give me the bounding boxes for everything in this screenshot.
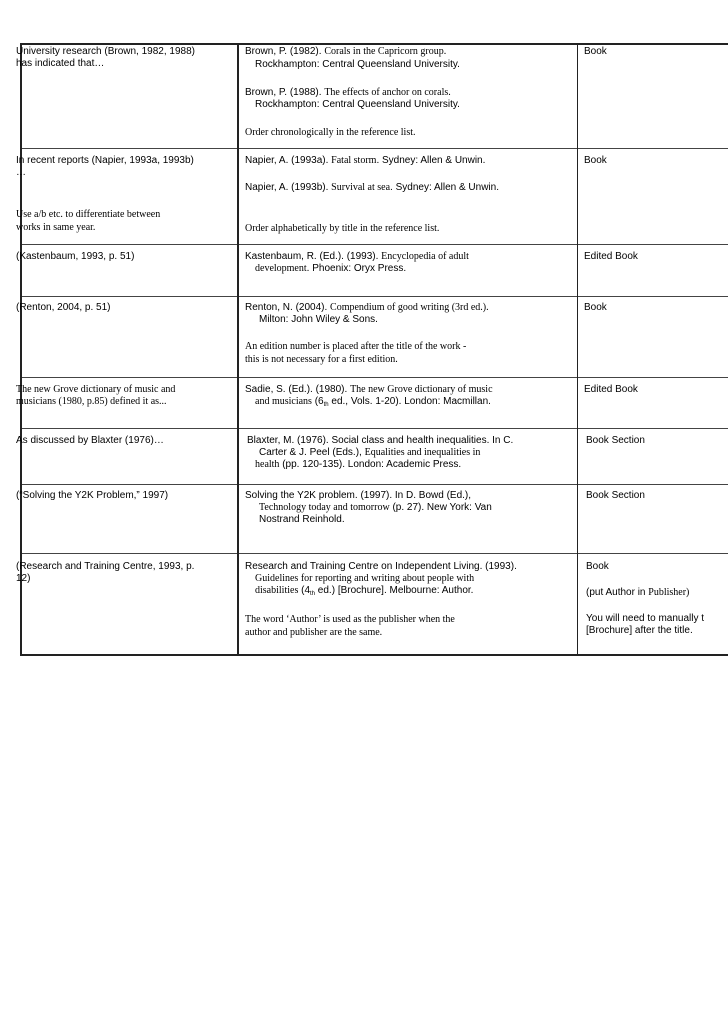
reference-note: Order alphabetically by title in the reference list. [245, 223, 440, 234]
reference-note: The word ‘Author’ is used as the publisher when the [245, 614, 455, 625]
citation-text: … [16, 167, 26, 178]
reference-note: this is not necessary for a first edition. [245, 354, 398, 365]
reference-type: Book Section [586, 490, 645, 501]
reference-entry: Kastenbaum, R. (Ed.). (1993). Encyclopedia of adult [245, 251, 469, 262]
reference-entry-cont: development. Phoenix: Oryx Press. [255, 263, 407, 274]
reference-entry: Solving the Y2K problem. (1997). In D. Bowd (Ed.), [245, 490, 472, 501]
reference-type: Edited Book [584, 251, 638, 262]
reference-type: Book Section [586, 435, 645, 446]
reference-entry-cont: health (pp. 120-135). London: Academic Press. [255, 459, 462, 470]
row-divider [20, 553, 728, 554]
reference-type: Book [586, 561, 609, 572]
reference-note: author and publisher are the same. [245, 627, 383, 638]
type-note: [Brochure] after the title. [586, 625, 693, 636]
reference-entry-cont: Carter & J. Peel (Eds.), Equalities and inequalities in [259, 447, 481, 458]
citation-text: As discussed by Blaxter (1976)… [16, 435, 164, 446]
reference-type: Book [584, 302, 607, 313]
reference-entry: Renton, N. (2004). Compendium of good writing (3rd ed.). [245, 302, 489, 313]
row-divider [20, 377, 728, 378]
row-divider [20, 296, 728, 297]
reference-entry-cont: Rockhampton: Central Queensland University. [255, 99, 460, 110]
reference-entry: Blaxter, M. (1976). Social class and health inequalities. In C. [247, 435, 514, 446]
citation-note: Use a/b etc. to differentiate between [16, 209, 161, 220]
citation-note: works in same year. [16, 222, 96, 233]
reference-entry: Napier, A. (1993b). Survival at sea. Sydney: Allen & Unwin. [245, 182, 499, 193]
type-note: (put Author in Publisher) [586, 587, 690, 598]
citation-text: The new Grove dictionary of music and [16, 384, 176, 395]
reference-note: An edition number is placed after the title of the work - [245, 341, 467, 352]
table-bottom-border [20, 654, 728, 656]
reference-note: Order chronologically in the reference list. [245, 127, 416, 138]
row-divider [20, 484, 728, 485]
citation-text: In recent reports (Napier, 1993a, 1993b) [16, 155, 194, 166]
reference-entry: Brown, P. (1988). The effects of anchor on corals. [245, 87, 451, 98]
citation-text: (“Solving the Y2K Problem,” 1997) [16, 490, 169, 501]
reference-entry-cont: Technology today and tomorrow (p. 27). New York: Van [259, 502, 492, 513]
reference-entry-cont: and musicians (6th ed., Vols. 1-20). London: Macmillan. [255, 396, 491, 408]
citation-text: (Research and Training Centre, 1993, p. [16, 561, 195, 572]
citation-text: (Renton, 2004, p. 51) [16, 302, 111, 313]
reference-entry: Sadie, S. (Ed.). (1980). The new Grove dictionary of music [245, 384, 493, 395]
citation-text: has indicated that… [16, 58, 105, 69]
reference-type: Edited Book [584, 384, 638, 395]
citation-text: University research (Brown, 1982, 1988) [16, 46, 195, 57]
table-top-border [20, 43, 728, 45]
citation-text: musicians (1980, p.85) defined it as... [16, 396, 167, 407]
reference-entry-cont: disabilities (4th ed.) [Brochure]. Melbourne: Author. [255, 585, 474, 597]
citation-text: (Kastenbaum, 1993, p. 51) [16, 251, 135, 262]
reference-type: Book [584, 46, 607, 57]
reference-entry-cont: Guidelines for reporting and writing about people with [255, 573, 475, 584]
type-note: You will need to manually t [586, 613, 705, 624]
reference-entry-cont: Milton: John Wiley & Sons. [259, 314, 378, 325]
column-divider [237, 43, 239, 656]
reference-entry: Napier, A. (1993a). Fatal storm. Sydney: Allen & Unwin. [245, 155, 486, 166]
row-divider [20, 244, 728, 245]
citation-text: 12) [16, 573, 31, 584]
row-divider [20, 148, 728, 149]
reference-entry-cont: Rockhampton: Central Queensland University. [255, 59, 460, 70]
reference-entry: Brown, P. (1982). Corals in the Capricorn group. [245, 46, 447, 57]
reference-entry: Research and Training Centre on Independent Living. (1993). [245, 561, 517, 572]
reference-entry-cont: Nostrand Reinhold. [259, 514, 345, 525]
column-divider [577, 43, 578, 656]
row-divider [20, 428, 728, 429]
reference-type: Book [584, 155, 607, 166]
